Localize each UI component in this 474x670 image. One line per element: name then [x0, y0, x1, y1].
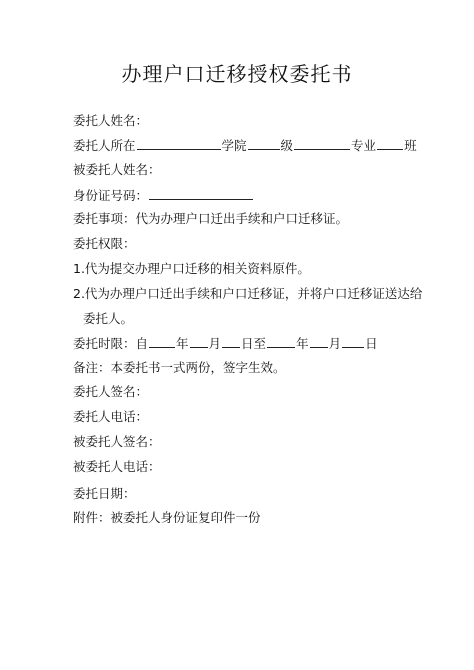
entrustor-phone-label: 委托人电话： — [73, 409, 149, 424]
agent-name-label: 被委托人姓名： — [73, 162, 161, 177]
entrustor-location-line — [73, 137, 417, 154]
authority-label: 委托权限： — [73, 236, 136, 251]
matter-line — [73, 211, 348, 227]
class-blank[interactable] — [377, 137, 403, 150]
end-day-blank[interactable] — [342, 335, 364, 348]
end-month-label: 月 — [328, 336, 342, 351]
attachment-line — [73, 510, 261, 526]
document-title: 办理户口迁移授权委托书 — [121, 62, 353, 86]
grade-blank[interactable] — [248, 137, 280, 150]
entrustor-name-line — [73, 113, 148, 129]
college-label: 学院 — [221, 138, 247, 153]
id-number-blank[interactable] — [149, 187, 253, 200]
entrustor-signature-line — [73, 384, 148, 400]
start-month-blank[interactable] — [190, 335, 208, 348]
start-year-label: 年 — [176, 336, 189, 351]
grade-label: 级 — [280, 138, 294, 153]
entrustor-phone-line — [73, 409, 148, 425]
note-line — [73, 360, 286, 376]
entrustor-name-label: 委托人姓名： — [73, 113, 149, 128]
entrustor-signature-label: 委托人签名： — [73, 384, 149, 399]
start-year-blank[interactable] — [149, 335, 175, 348]
start-day-blank[interactable] — [222, 335, 240, 348]
authority-line — [73, 236, 136, 252]
start-month-label: 月 — [208, 336, 222, 351]
authority-item-1 — [73, 261, 310, 277]
class-label: 班 — [404, 138, 417, 153]
end-day-label: 日 — [365, 336, 378, 351]
agent-signature-label: 被委托人签名： — [73, 434, 161, 449]
college-blank[interactable] — [137, 137, 221, 150]
authority-item-2-continued — [83, 311, 133, 327]
matter-text: 委托事项：代为办理户口迁出手续和户口迁移证。 — [73, 211, 349, 226]
entrust-date-line — [73, 486, 136, 502]
entrustor-location-label: 委托人所在 — [73, 138, 136, 153]
end-month-blank[interactable] — [310, 335, 328, 348]
attachment-text: 附件：被委托人身份证复印件一份 — [73, 510, 261, 525]
agent-signature-line — [73, 434, 161, 450]
entrust-date-label: 委托日期： — [73, 486, 136, 501]
major-label: 专业 — [351, 138, 377, 153]
authority-item-2 — [73, 286, 422, 302]
start-day-label: 日至 — [241, 336, 267, 351]
agent-name-line — [73, 162, 161, 178]
agent-phone-label: 被委托人电话： — [73, 459, 161, 474]
end-year-label: 年 — [296, 336, 309, 351]
note-text: 备注：本委托书一式两份，签字生效。 — [73, 360, 286, 375]
period-label: 委托时限：自 — [73, 336, 149, 351]
authority-item-2-continued-text: 委托人。 — [83, 311, 134, 326]
authority-item-2-text: 2.代为办理户口迁出手续和户口迁移证，并将户口迁移证送达给 — [73, 286, 423, 301]
id-number-label: 身份证号码： — [73, 188, 149, 203]
period-line — [73, 335, 378, 352]
major-blank[interactable] — [294, 137, 350, 150]
end-year-blank[interactable] — [267, 335, 295, 348]
agent-phone-line — [73, 459, 161, 475]
id-number-line — [73, 187, 254, 204]
authority-item-1-text: 1.代为提交办理户口迁移的相关资料原件。 — [73, 261, 310, 276]
